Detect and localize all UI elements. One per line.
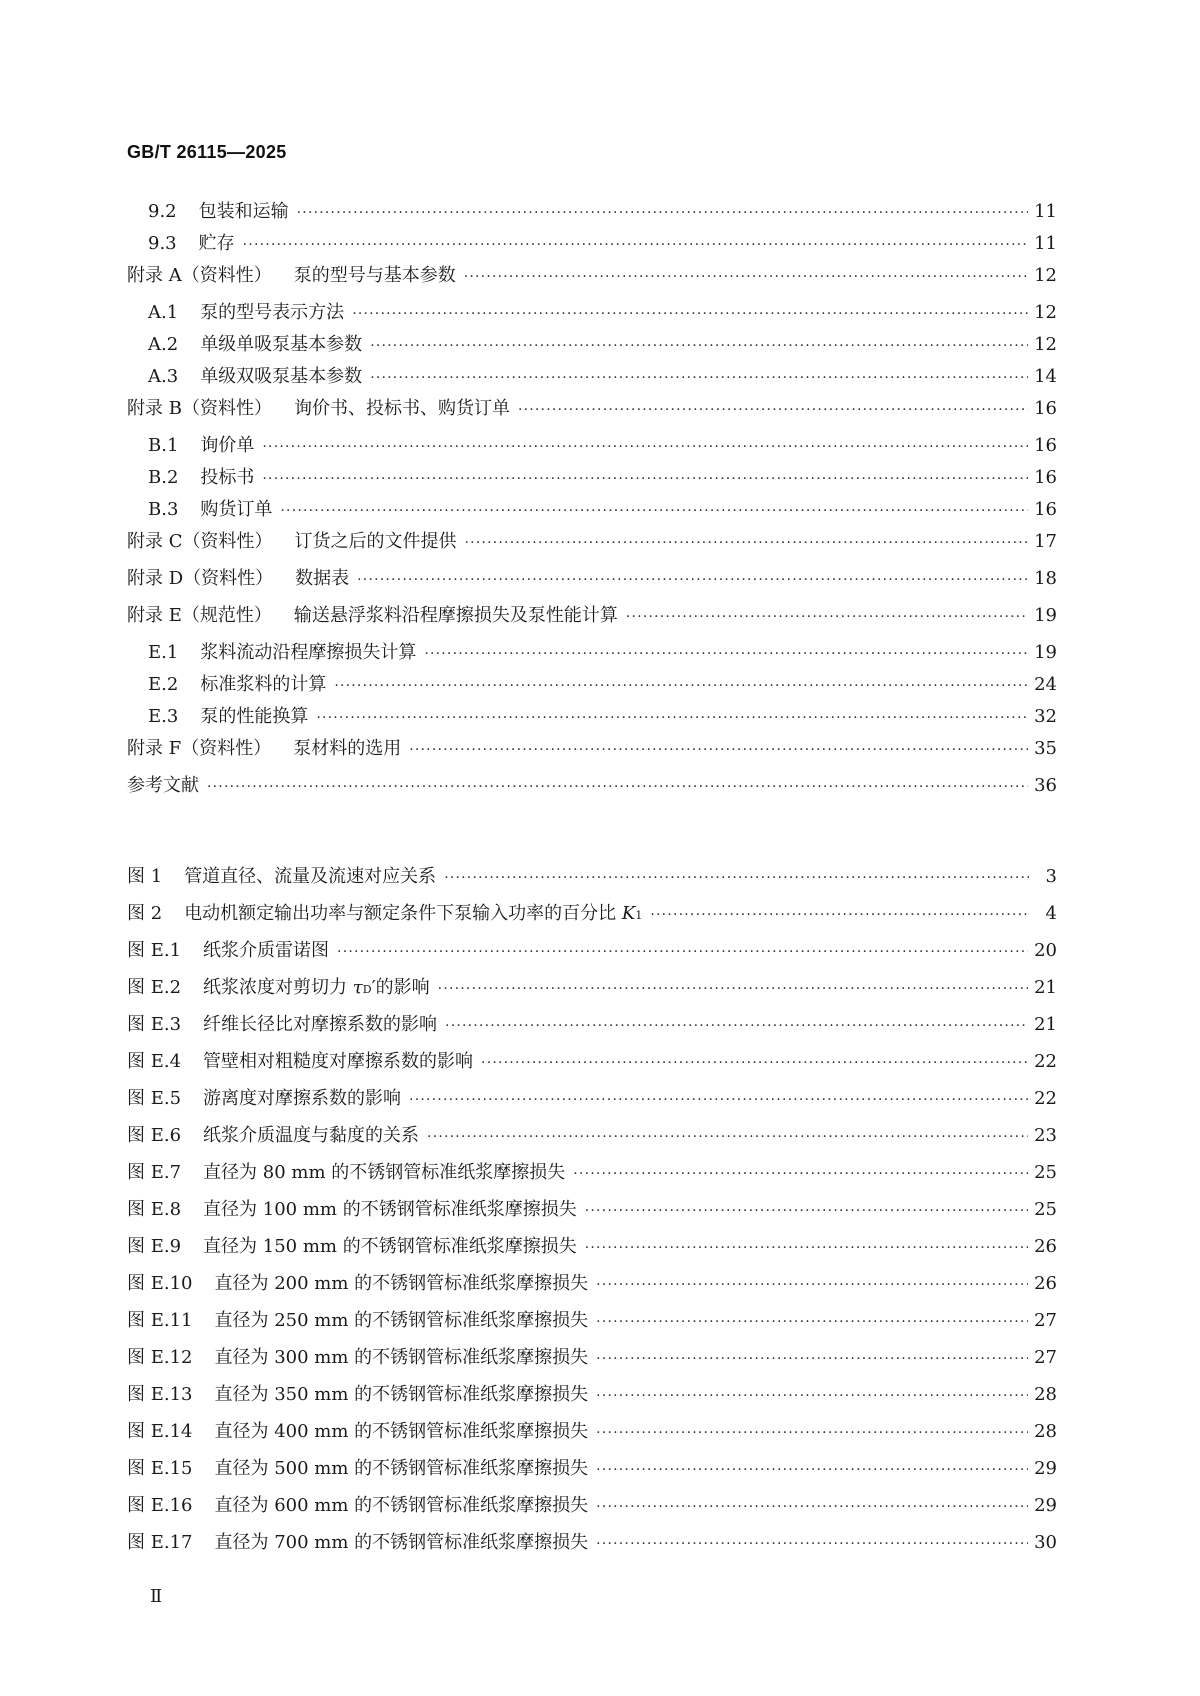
entry-title: 数据表 <box>295 568 350 589</box>
entry-title: 单级单吸泵基本参数 <box>200 334 363 355</box>
table-of-contents <box>127 197 1057 808</box>
entry-label <box>127 670 326 696</box>
entry-number: 图 E.12 <box>127 1347 193 1368</box>
dot-leader <box>464 269 1028 285</box>
entry-title: 泵的型号表示方法 <box>200 302 345 323</box>
entry-page-number: 11 <box>1034 201 1057 222</box>
entry-title: 泵材料的选用 <box>293 738 402 759</box>
entry-title: 输送悬浮浆料沿程摩擦损失及泵性能计算 <box>293 605 618 626</box>
entry-label <box>127 1528 588 1554</box>
figure-list-item[interactable] <box>127 1454 1057 1491</box>
entry-number: 图 E.8 <box>127 1199 182 1220</box>
entry-number: E.1 <box>148 642 179 663</box>
entry-page-number: 19 <box>1034 642 1057 663</box>
figure-list-item[interactable] <box>127 1417 1057 1454</box>
entry-page-number: 29 <box>1034 1495 1057 1516</box>
standard-code-header: GB/T 26115—2025 <box>127 142 287 162</box>
entry-number: 图 E.5 <box>127 1088 182 1109</box>
entry-page-number: 17 <box>1034 531 1057 552</box>
dot-leader <box>626 609 1028 625</box>
dot-leader <box>262 471 1028 487</box>
entry-number: A.3 <box>148 366 179 387</box>
entry-page-number: 14 <box>1034 366 1057 387</box>
dot-leader <box>585 1240 1028 1256</box>
entry-title: 直径为 400 mm 的不锈钢管标准纸浆摩擦损失 <box>214 1421 589 1442</box>
dot-leader <box>409 742 1028 758</box>
entry-number: 附录 B（资料性） <box>127 398 272 419</box>
entry-page-number: 32 <box>1034 706 1057 727</box>
dot-leader <box>518 402 1028 418</box>
toc-entry[interactable] <box>127 463 1057 495</box>
entry-title: 管壁相对粗糙度对摩擦系数的影响 <box>203 1051 474 1072</box>
entry-title: 泵的性能换算 <box>200 706 309 727</box>
entry-title: 游离度对摩擦系数的影响 <box>203 1088 402 1109</box>
dot-leader <box>596 1499 1028 1515</box>
entry-number: 图 E.16 <box>127 1495 193 1516</box>
entry-page-number: 12 <box>1034 334 1057 355</box>
figure-list-item[interactable] <box>127 862 1057 899</box>
dot-leader <box>596 1351 1028 1367</box>
entry-label <box>127 771 199 797</box>
entry-page-number: 29 <box>1034 1458 1057 1479</box>
list-of-figures <box>127 862 1057 1565</box>
entry-number: 9.3 <box>148 233 177 254</box>
entry-number: 附录 D（资料性） <box>127 568 274 589</box>
toc-entry[interactable] <box>127 601 1057 638</box>
entry-label <box>127 936 329 962</box>
entry-title: 直径为 150 mm 的不锈钢管标准纸浆摩擦损失 <box>203 1236 577 1257</box>
entry-number: 图 1 <box>127 866 163 887</box>
entry-label <box>127 1269 588 1295</box>
entry-title: 订货之后的文件提供 <box>294 531 457 552</box>
entry-title: 直径为 350 mm 的不锈钢管标准纸浆摩擦损失 <box>214 1384 589 1405</box>
entry-number: 9.2 <box>148 201 177 222</box>
toc-entry[interactable] <box>127 495 1057 527</box>
toc-entry[interactable] <box>127 431 1057 463</box>
entry-title: 直径为 100 mm 的不锈钢管标准纸浆摩擦损失 <box>203 1199 577 1220</box>
entry-page-number: 28 <box>1034 1421 1057 1442</box>
entry-title: 纸浆介质温度与黏度的关系 <box>203 1125 420 1146</box>
entry-label <box>127 1417 588 1443</box>
entry-page-number: 20 <box>1034 940 1057 961</box>
figure-list-item[interactable] <box>127 1195 1057 1232</box>
figure-list-item[interactable] <box>127 899 1057 936</box>
dot-leader <box>207 779 1028 795</box>
entry-page-number: 12 <box>1034 265 1057 286</box>
entry-label <box>127 527 457 553</box>
toc-entry[interactable] <box>127 229 1057 261</box>
entry-page-number: 19 <box>1034 605 1057 626</box>
entry-label <box>127 862 436 888</box>
dot-leader <box>280 503 1028 519</box>
dot-leader <box>596 1425 1028 1441</box>
entry-title-subscript: D <box>362 983 372 996</box>
dot-leader <box>243 237 1028 253</box>
entry-label <box>127 463 254 489</box>
entry-title: 贮存 <box>198 233 235 254</box>
entry-title-subscript: 1 <box>635 909 643 922</box>
entry-page-number: 26 <box>1034 1273 1057 1294</box>
dot-leader <box>337 944 1028 960</box>
entry-label <box>127 1010 437 1036</box>
dot-leader <box>444 870 1029 886</box>
entry-label <box>127 229 235 255</box>
entry-number: 图 E.4 <box>127 1051 182 1072</box>
entry-number: 图 2 <box>127 903 163 924</box>
entry-page-number: 27 <box>1034 1347 1057 1368</box>
dot-leader <box>427 1129 1028 1145</box>
entry-page-number: 28 <box>1034 1384 1057 1405</box>
figure-list-item[interactable] <box>127 1380 1057 1417</box>
entry-title: 标准浆料的计算 <box>200 674 327 695</box>
entry-number: 附录 E（规范性） <box>127 605 272 626</box>
entry-number: 附录 A（资料性） <box>127 265 272 286</box>
entry-label <box>127 899 642 925</box>
entry-page-number: 18 <box>1034 568 1057 589</box>
figure-list-item[interactable] <box>127 1306 1057 1343</box>
dot-leader <box>424 646 1028 662</box>
entry-title: 纸浆浓度对剪切力 τ <box>203 977 363 998</box>
entry-page-number: 25 <box>1034 1162 1057 1183</box>
entry-number: 图 E.6 <box>127 1125 182 1146</box>
toc-entry[interactable] <box>127 527 1057 564</box>
dot-leader <box>409 1092 1028 1108</box>
entry-number: 附录 C（资料性） <box>127 531 273 552</box>
entry-number: 附录 F（资料性） <box>127 738 272 759</box>
entry-title: 纸浆介质雷诺图 <box>203 940 330 961</box>
figure-list-item[interactable] <box>127 1232 1057 1269</box>
toc-entry[interactable] <box>127 564 1057 601</box>
toc-entry[interactable] <box>127 702 1057 734</box>
math-symbol: K <box>621 903 636 924</box>
entry-title: 浆料流动沿程摩擦损失计算 <box>200 642 417 663</box>
figure-list-item[interactable] <box>127 936 1057 973</box>
entry-label <box>127 973 430 999</box>
toc-entry[interactable] <box>127 638 1057 670</box>
toc-entry[interactable] <box>127 394 1057 431</box>
entry-label <box>127 261 456 287</box>
entry-title: 投标书 <box>200 467 255 488</box>
entry-title: 直径为 250 mm 的不锈钢管标准纸浆摩擦损失 <box>214 1310 589 1331</box>
entry-number: A.1 <box>148 302 179 323</box>
dot-leader <box>357 572 1028 588</box>
entry-label <box>127 362 362 388</box>
entry-title-tail: ′的影响 <box>371 977 430 998</box>
entry-number: B.2 <box>148 467 179 488</box>
entry-page-number: 27 <box>1034 1310 1057 1331</box>
toc-entry[interactable] <box>127 261 1057 298</box>
dot-leader <box>352 306 1028 322</box>
entry-label <box>127 1306 588 1332</box>
figure-list-item[interactable] <box>127 1269 1057 1306</box>
entry-label <box>127 601 618 627</box>
figure-list-item[interactable] <box>127 1528 1057 1565</box>
entry-page-number: 24 <box>1034 674 1057 695</box>
entry-label <box>127 1195 577 1221</box>
entry-number: 图 E.9 <box>127 1236 182 1257</box>
figure-list-item[interactable] <box>127 1343 1057 1380</box>
toc-entry[interactable] <box>127 298 1057 330</box>
dot-leader <box>465 535 1029 551</box>
entry-page-number: 22 <box>1034 1088 1057 1109</box>
entry-number: E.2 <box>148 674 179 695</box>
entry-title: 直径为 200 mm 的不锈钢管标准纸浆摩擦损失 <box>214 1273 589 1294</box>
entry-title: 询价书、投标书、购货订单 <box>293 398 510 419</box>
entry-title: 直径为 700 mm 的不锈钢管标准纸浆摩擦损失 <box>214 1532 589 1553</box>
entry-title: 询价单 <box>200 435 255 456</box>
entry-page-number: 3 <box>1045 866 1057 887</box>
dot-leader <box>596 1277 1028 1293</box>
entry-number: 图 E.3 <box>127 1014 182 1035</box>
entry-number: 图 E.11 <box>127 1310 193 1331</box>
dot-leader <box>596 1536 1028 1552</box>
dot-leader <box>481 1055 1028 1071</box>
entry-page-number: 35 <box>1034 738 1057 759</box>
entry-label <box>127 1232 577 1258</box>
toc-entry[interactable] <box>127 734 1057 771</box>
entry-number: 图 E.2 <box>127 977 182 998</box>
entry-page-number: 26 <box>1034 1236 1057 1257</box>
dot-leader <box>370 338 1028 354</box>
entry-number: 图 E.10 <box>127 1273 193 1294</box>
dot-leader <box>585 1203 1028 1219</box>
entry-number: 图 E.17 <box>127 1532 193 1553</box>
entry-label <box>127 197 289 223</box>
entry-page-number: 21 <box>1034 977 1057 998</box>
figure-list-item[interactable] <box>127 1084 1057 1121</box>
entry-page-number: 36 <box>1034 775 1057 796</box>
entry-page-number: 16 <box>1034 499 1057 520</box>
entry-label <box>127 1343 588 1369</box>
entry-label <box>127 298 344 324</box>
entry-number: B.3 <box>148 499 179 520</box>
dot-leader <box>334 678 1028 694</box>
figure-list-item[interactable] <box>127 1010 1057 1047</box>
entry-page-number: 23 <box>1034 1125 1057 1146</box>
math-symbol: τ <box>352 977 363 998</box>
entry-title: 泵的型号与基本参数 <box>293 265 456 286</box>
entry-title: 直径为 300 mm 的不锈钢管标准纸浆摩擦损失 <box>214 1347 589 1368</box>
entry-page-number: 12 <box>1034 302 1057 323</box>
entry-number: 图 E.14 <box>127 1421 193 1442</box>
dot-leader <box>445 1018 1028 1034</box>
entry-title: 直径为 500 mm 的不锈钢管标准纸浆摩擦损失 <box>214 1458 589 1479</box>
entry-page-number: 16 <box>1034 467 1057 488</box>
toc-entry[interactable] <box>127 197 1057 229</box>
entry-title: 购货订单 <box>200 499 273 520</box>
figure-list-item[interactable] <box>127 1158 1057 1195</box>
entry-page-number: 21 <box>1034 1014 1057 1035</box>
entry-label <box>127 1158 565 1184</box>
entry-page-number: 22 <box>1034 1051 1057 1072</box>
dot-leader <box>573 1166 1028 1182</box>
entry-label <box>127 564 349 590</box>
entry-title: 管道直径、流量及流速对应关系 <box>184 866 437 887</box>
entry-page-number: 11 <box>1034 233 1057 254</box>
entry-page-number: 4 <box>1045 903 1057 924</box>
entry-label <box>127 1121 419 1147</box>
dot-leader <box>596 1314 1028 1330</box>
entry-page-number: 16 <box>1034 398 1057 419</box>
entry-title: 单级双吸泵基本参数 <box>200 366 363 387</box>
toc-entry[interactable] <box>127 771 1057 808</box>
entry-label <box>127 1380 588 1406</box>
page-number: Ⅱ <box>150 1586 163 1607</box>
entry-page-number: 16 <box>1034 435 1057 456</box>
entry-title: 纤维长径比对摩擦系数的影响 <box>203 1014 438 1035</box>
entry-label <box>127 734 401 760</box>
entry-page-number: 30 <box>1034 1532 1057 1553</box>
entry-label <box>127 330 362 356</box>
entry-title: 直径为 80 mm 的不锈钢管标准纸浆摩擦损失 <box>203 1162 566 1183</box>
entry-label <box>127 1047 473 1073</box>
entry-label <box>127 1084 401 1110</box>
entry-label <box>127 431 254 457</box>
dot-leader <box>262 439 1028 455</box>
entry-number: A.2 <box>148 334 179 355</box>
figure-list-item[interactable] <box>127 1047 1057 1084</box>
entry-number: 图 E.7 <box>127 1162 182 1183</box>
entry-number: 图 E.15 <box>127 1458 193 1479</box>
entry-label <box>127 495 272 521</box>
entry-title: 直径为 600 mm 的不锈钢管标准纸浆摩擦损失 <box>214 1495 589 1516</box>
dot-leader <box>297 205 1028 221</box>
entry-label <box>127 1454 588 1480</box>
entry-label <box>127 394 510 420</box>
figure-list-item[interactable] <box>127 973 1057 1010</box>
entry-label <box>127 702 308 728</box>
dot-leader <box>596 1388 1028 1404</box>
entry-title: 电动机额定输出功率与额定条件下泵输入功率的百分比 K <box>184 903 636 924</box>
dot-leader <box>650 907 1029 923</box>
entry-page-number: 25 <box>1034 1199 1057 1220</box>
entry-number: E.3 <box>148 706 179 727</box>
figure-list-item[interactable] <box>127 1121 1057 1158</box>
entry-number: 图 E.1 <box>127 940 182 961</box>
figure-list-item[interactable] <box>127 1491 1057 1528</box>
entry-number: 图 E.13 <box>127 1384 193 1405</box>
entry-label <box>127 638 416 664</box>
toc-entry[interactable] <box>127 362 1057 394</box>
dot-leader <box>370 370 1028 386</box>
entry-title: 参考文献 <box>127 775 199 796</box>
toc-entry[interactable] <box>127 670 1057 702</box>
dot-leader <box>438 981 1028 997</box>
dot-leader <box>316 710 1028 726</box>
dot-leader <box>596 1462 1028 1478</box>
entry-title: 包装和运输 <box>198 201 289 222</box>
entry-label <box>127 1491 588 1517</box>
entry-number: B.1 <box>148 435 179 456</box>
toc-entry[interactable] <box>127 330 1057 362</box>
